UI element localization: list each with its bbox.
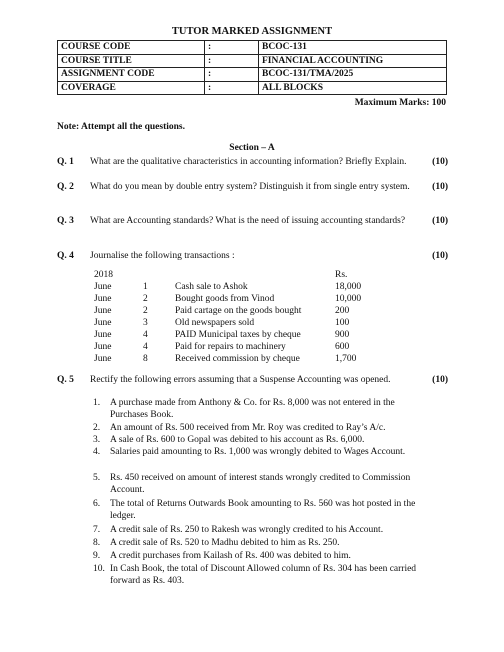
transaction-month: June: [94, 330, 112, 340]
transaction-description: Old newspapers sold: [175, 318, 255, 328]
question-text: What are the qualitative characteristics in accounting information? Briefly Explain.: [90, 157, 407, 167]
assignment-code-row: [58, 68, 447, 82]
question-marks: (10): [432, 251, 448, 261]
transaction-day: 4: [143, 342, 148, 352]
course-title-row: [58, 54, 447, 68]
transaction-amount: 1,700: [335, 354, 357, 364]
instruction-note: Note: Attempt all the questions.: [57, 122, 185, 132]
list-item-number: 3.: [93, 435, 101, 445]
transaction-day: 3: [143, 318, 148, 328]
transaction-description: Received commission by cheque: [175, 354, 300, 364]
document-title: TUTOR MARKED ASSIGNMENT: [171, 26, 333, 37]
course-code-sep: :: [205, 41, 259, 55]
list-item-text: A purchase made from Anthony & Co. for Rs. 8,000 was not entered in the Purchases Book.: [110, 398, 395, 420]
list-item: [93, 498, 423, 522]
question-text: What do you mean by double entry system? Distinguish it from single entry system.: [90, 182, 410, 192]
transaction-amount: 900: [335, 330, 350, 340]
transaction-month: June: [94, 282, 112, 292]
coverage-row: [58, 81, 447, 95]
list-item: [93, 563, 423, 587]
list-item-text: In Cash Book, the total of Discount Allowed column of Rs. 304 has been carried forward as Rs. 403.: [110, 564, 417, 586]
list-item-number: 9.: [93, 551, 101, 561]
assignment-code-label: ASSIGNMENT CODE: [58, 68, 205, 82]
question-text: Journalise the following transactions :: [90, 251, 235, 261]
list-item-text: A credit sale of Rs. 250 to Rakesh was wrongly credited to his Account.: [110, 525, 384, 535]
transactions-year: 2018: [94, 270, 113, 280]
course-info-table: [57, 40, 447, 95]
transaction-month: June: [94, 294, 112, 304]
transaction-day: 2: [143, 306, 148, 316]
transaction-amount: 200: [335, 306, 350, 316]
coverage-sep: :: [205, 81, 259, 95]
transaction-amount: 600: [335, 342, 350, 352]
coverage-value: ALL BLOCKS: [259, 81, 447, 95]
list-item: [93, 446, 423, 458]
question-text: What are Accounting standards? What is the need of issuing accounting standards?: [90, 216, 406, 226]
question-number: Q. 3: [57, 216, 74, 226]
transaction-day: 8: [143, 354, 148, 364]
transaction-description: PAID Municipal taxes by cheque: [175, 330, 301, 340]
transaction-amount: 10,000: [335, 294, 362, 304]
assignment-code-value: BCOC-131/TMA/2025: [259, 68, 447, 82]
list-item-text: An amount of Rs. 500 received from Mr. Roy was credited to Ray’s A/c.: [110, 423, 386, 433]
transaction-month: June: [94, 342, 112, 352]
transaction-description: Paid cartage on the goods bought: [175, 306, 302, 316]
coverage-label: COVERAGE: [58, 81, 205, 95]
question-marks: (10): [432, 182, 448, 192]
list-item-number: 6.: [93, 499, 101, 509]
list-item: [93, 537, 423, 549]
question-number: Q. 1: [57, 157, 74, 167]
list-item-number: 1.: [93, 398, 101, 408]
list-item-text: A sale of Rs. 600 to Gopal was debited to his account as Rs. 6,000.: [110, 435, 365, 445]
list-item: [93, 422, 423, 434]
question-text: Rectify the following errors assuming that a Suspense Accounting was opened.: [90, 375, 391, 385]
transaction-amount: 100: [335, 318, 350, 328]
list-item: [93, 472, 423, 496]
transaction-day: 2: [143, 294, 148, 304]
list-item-text: Salaries paid amounting to Rs. 1,000 was wrongly debited to Wages Account.: [110, 447, 406, 457]
list-item-text: A credit purchases from Kailash of Rs. 400 was debited to him.: [110, 551, 351, 561]
transaction-day: 4: [143, 330, 148, 340]
course-title-label: COURSE TITLE: [58, 54, 205, 68]
list-item-text: A credit sale of Rs. 520 to Madhu debited to him as Rs. 250.: [110, 538, 340, 548]
course-code-row: [58, 41, 447, 55]
question-marks: (10): [432, 375, 448, 385]
list-item-text: The total of Returns Outwards Book amounting to Rs. 560 was hot posted in the ledger.: [110, 499, 416, 521]
list-item: [93, 550, 423, 562]
question-number: Q. 5: [57, 375, 74, 385]
maximum-marks: Maximum Marks: 100: [354, 98, 446, 108]
question-marks: (10): [432, 216, 448, 226]
assignment-code-sep: :: [205, 68, 259, 82]
question-number: Q. 4: [57, 251, 74, 261]
course-title-value: FINANCIAL ACCOUNTING: [259, 54, 447, 68]
question-number: Q. 2: [57, 182, 74, 192]
list-item: [93, 434, 423, 446]
list-item: [93, 524, 423, 536]
transaction-month: June: [94, 306, 112, 316]
list-item-number: 4.: [93, 447, 101, 457]
section-heading: Section – A: [229, 143, 275, 153]
list-item: [93, 397, 423, 421]
question-marks: (10): [432, 157, 448, 167]
list-item-number: 8.: [93, 538, 101, 548]
list-item-number: 7.: [93, 525, 101, 535]
list-item-text: Rs. 450 received on amount of interest stands wrongly credited to Commission Account.: [110, 473, 411, 495]
list-item-number: 10.: [93, 564, 105, 574]
transactions-currency: Rs.: [335, 270, 348, 280]
transaction-description: Cash sale to Ashok: [175, 282, 248, 292]
transaction-month: June: [94, 318, 112, 328]
list-item-number: 2.: [93, 423, 101, 433]
list-item-number: 5.: [93, 473, 101, 483]
transaction-description: Paid for repairs to machinery: [175, 342, 286, 352]
transaction-day: 1: [143, 282, 148, 292]
course-code-label: COURSE CODE: [58, 41, 205, 55]
course-title-sep: :: [205, 54, 259, 68]
transaction-description: Bought goods from Vinod: [175, 294, 275, 304]
course-code-value: BCOC-131: [259, 41, 447, 55]
transaction-amount: 18,000: [335, 282, 362, 292]
transaction-month: June: [94, 354, 112, 364]
